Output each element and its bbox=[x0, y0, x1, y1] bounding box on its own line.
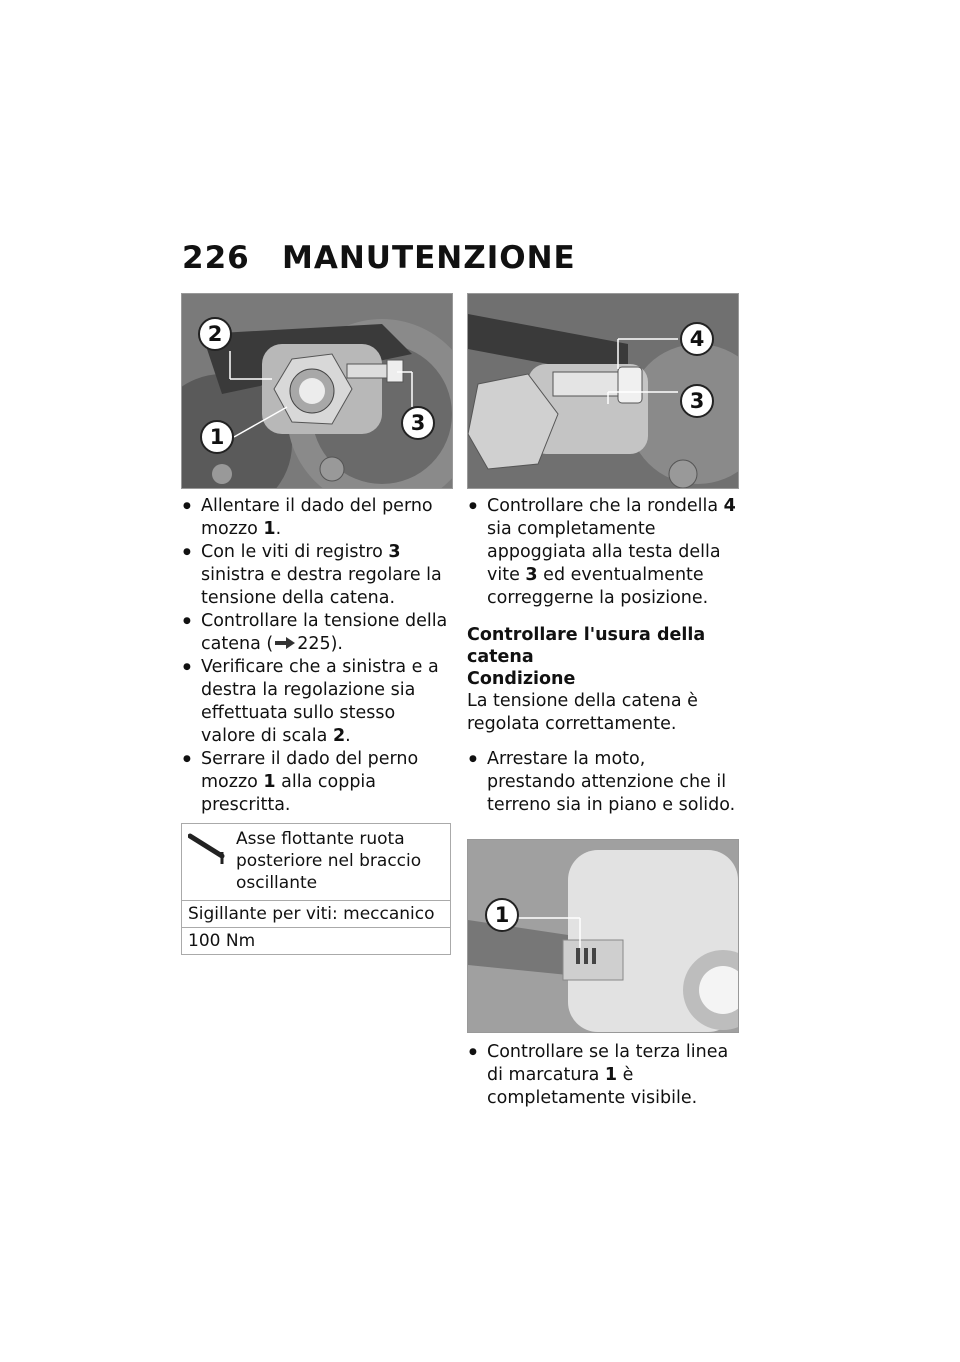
callout-4: 4 bbox=[680, 322, 714, 356]
page-title: MANUTENZIONE bbox=[282, 240, 576, 276]
page-reference-link[interactable]: 225 bbox=[297, 634, 331, 654]
callout-3: 3 bbox=[680, 384, 714, 418]
right-instruction-list-3 bbox=[467, 1041, 739, 1110]
right-instruction-list-1 bbox=[467, 495, 739, 610]
callout-1: 1 bbox=[485, 898, 519, 932]
page-header bbox=[182, 240, 576, 276]
callout-1: 1 bbox=[200, 420, 234, 454]
condition-text: La tensione della catena è regolata correttamente. bbox=[467, 691, 698, 734]
chain-marking-illustration bbox=[468, 840, 738, 1032]
spec-row-torque: 100 Nm bbox=[182, 927, 450, 954]
callout-3: 3 bbox=[401, 406, 435, 440]
spec-title: Asse flottante ruota posteriore nel braccio oscillante bbox=[182, 824, 450, 900]
callout-2: 2 bbox=[198, 317, 232, 351]
rear-axle-photo bbox=[181, 293, 453, 489]
list-item: ● Controllare se la terza linea di marcatura 1 è completamente visibile. bbox=[467, 1041, 739, 1110]
right-column bbox=[467, 293, 739, 1110]
page-number: 226 bbox=[182, 240, 250, 276]
right-instruction-list-2 bbox=[467, 748, 739, 817]
list-item: ● Arrestare la moto, prestando attenzione che il terreno sia in piano e solido. bbox=[467, 748, 739, 817]
chain-marking-photo bbox=[467, 839, 739, 1033]
list-item: ● Allentare il dado del perno mozzo 1. bbox=[181, 495, 453, 541]
list-item: ● Serrare il dado del perno mozzo 1 alla coppia prescritta. bbox=[181, 748, 453, 817]
torque-wrench-icon bbox=[188, 832, 230, 866]
adjuster-bolt-photo bbox=[467, 293, 739, 489]
spec-row-sealant: Sigillante per viti: meccanico bbox=[182, 900, 450, 927]
left-column bbox=[181, 293, 453, 955]
torque-spec-box bbox=[181, 823, 451, 955]
condition-label: Condizione bbox=[467, 669, 576, 689]
left-instruction-list bbox=[181, 495, 453, 817]
list-item: ● Controllare che la rondella 4 sia completamente appoggiata alla testa della vite 3 ed eventualmente correggerne la posizione. bbox=[467, 495, 739, 610]
section-heading: Controllare l'usura della catena bbox=[467, 625, 706, 667]
list-item: ● Verificare che a sinistra e a destra la regolazione sia effettuata sullo stesso valore di scala 2. bbox=[181, 656, 453, 748]
page-arrow-icon bbox=[275, 637, 295, 649]
list-item: ● Controllare la tensione della catena ( 225). bbox=[181, 610, 453, 656]
list-item: ● Con le viti di registro 3 sinistra e destra regolare la tensione della catena. bbox=[181, 541, 453, 610]
